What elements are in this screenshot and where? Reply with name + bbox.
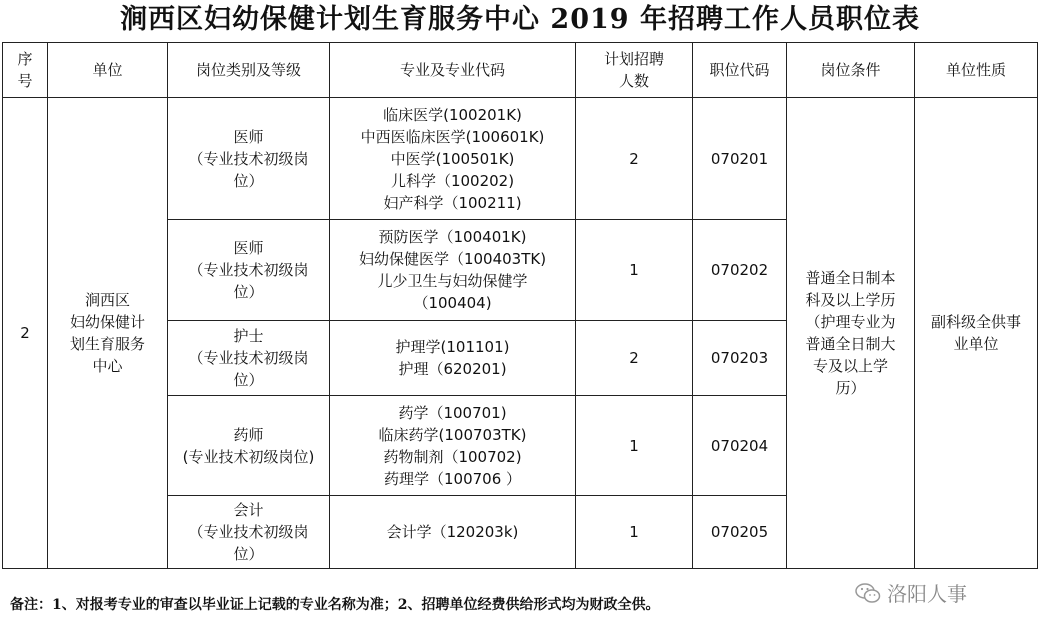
text-line: 人数 [618, 72, 649, 90]
conditions-cell [787, 98, 915, 569]
post-type-cell [168, 98, 330, 220]
text-line: 业单位 [953, 335, 999, 353]
text-line: （专业技术初级岗 [188, 349, 309, 367]
header-unit: 单位 [48, 43, 168, 98]
text-line: 妇幼保健计 [69, 313, 145, 331]
count-cell: 2 [576, 321, 693, 396]
text-line: 划生育服务 [69, 335, 145, 353]
header-conditions: 岗位条件 [787, 43, 915, 98]
watermark-text: 洛阳人事 [887, 582, 967, 606]
watermark [855, 578, 967, 607]
text-line: 护理学(101101) [395, 338, 510, 356]
text-line: 药理学（100706 ） [383, 469, 522, 488]
text-line: 儿少卫生与妇幼保健学 [377, 272, 528, 290]
text-line: 护理（620201) [398, 360, 507, 378]
text-line: 位） [233, 283, 264, 301]
text-line: 位） [233, 545, 264, 563]
major-cell [330, 396, 576, 496]
code-cell: 070203 [693, 321, 787, 396]
text-line: 医师 [233, 239, 264, 257]
text-line: 普通全日制本 [805, 269, 896, 287]
header-plan-count [576, 43, 693, 98]
text-line: 位） [233, 171, 264, 190]
text-line: 涧西区 [84, 291, 130, 309]
page-title: 涧西区妇幼保健计划生育服务中心 2019 年招聘工作人员职位表 [120, 4, 920, 35]
header-post-type: 岗位类别及等级 [168, 43, 330, 98]
count-cell: 2 [576, 98, 693, 220]
text-line: (专业技术初级岗位) [182, 447, 315, 466]
count-cell: 1 [576, 220, 693, 321]
text-line: 历） [835, 379, 866, 397]
code-cell: 070204 [693, 396, 787, 496]
text-line: 临床药学(100703TK) [378, 425, 527, 444]
text-line: 号 [17, 72, 33, 90]
text-line: （专业技术初级岗 [188, 261, 309, 279]
post-type-cell [168, 220, 330, 321]
count-cell: 1 [576, 396, 693, 496]
header-seq [3, 43, 48, 98]
text-line: （护理专业为 [805, 313, 896, 331]
text-line: 护士 [233, 327, 264, 345]
major-cell [330, 496, 576, 569]
text-line: 会计学（120203k) [386, 523, 519, 541]
text-line: 会计 [233, 501, 264, 519]
text-line: 妇幼保健医学（100403TK) [358, 250, 547, 268]
text-line: 药师 [233, 425, 264, 444]
major-cell [330, 98, 576, 220]
unit-cell [48, 98, 168, 569]
text-line: （100404) [413, 294, 492, 312]
text-line: 药物制剂（100702) [383, 447, 522, 466]
major-cell [330, 220, 576, 321]
header-major: 专业及专业代码 [330, 43, 576, 98]
footnote: 备注：1、对报考专业的审查以毕业证上记载的专业名称为准；2、招聘单位经费供给形式均为财政全供。 [10, 597, 660, 613]
code-cell: 070205 [693, 496, 787, 569]
code-cell: 070202 [693, 220, 787, 321]
code-cell: 070201 [693, 98, 787, 220]
text-line: 中医学(100501K) [390, 149, 515, 168]
text-line: 副科级全供事 [930, 313, 1021, 331]
text-line: 位） [233, 371, 264, 389]
text-line: 儿科学（100202) [390, 171, 515, 190]
text-line: 临床医学(100201K) [383, 105, 522, 124]
post-type-cell [168, 496, 330, 569]
position-table [2, 42, 1038, 569]
header-post-code: 职位代码 [693, 43, 787, 98]
text-line: 预防医学（100401K) [378, 228, 527, 246]
major-cell [330, 321, 576, 396]
text-line: 医师 [233, 127, 264, 146]
header-unit-nature: 单位性质 [915, 43, 1038, 98]
text-line: 序 [17, 50, 33, 68]
text-line: 普通全日制大 [805, 335, 896, 353]
post-type-cell [168, 321, 330, 396]
unit-nature-cell [915, 98, 1038, 569]
wechat-icon [855, 582, 881, 604]
text-line: 计划招聘 [603, 50, 664, 68]
text-line: 药学（100701) [398, 403, 507, 422]
post-type-cell [168, 396, 330, 496]
seq-cell: 2 [3, 98, 48, 569]
text-line: 妇产科学（100211) [383, 193, 522, 212]
text-line: 中西医临床医学(100601K) [360, 127, 545, 146]
count-cell: 1 [576, 496, 693, 569]
text-line: （专业技术初级岗 [188, 149, 309, 168]
table-row [3, 98, 1038, 220]
text-line: 中心 [92, 357, 123, 375]
text-line: （专业技术初级岗 [188, 523, 309, 541]
text-line: 科及以上学历 [805, 291, 896, 309]
text-line: 专及以上学 [812, 357, 888, 375]
